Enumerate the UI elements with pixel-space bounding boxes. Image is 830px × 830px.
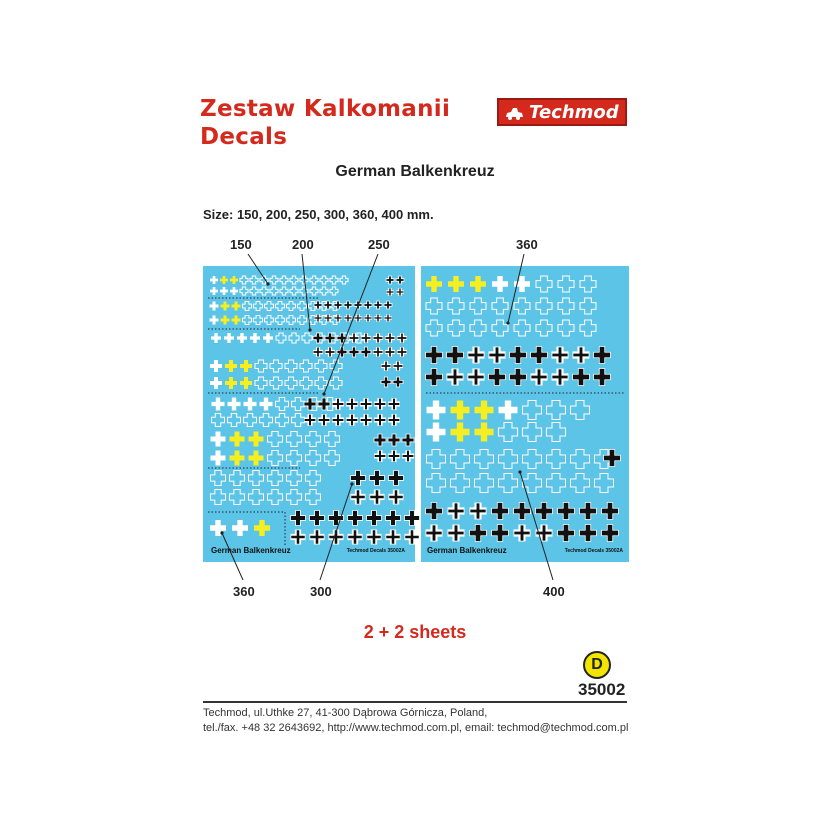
balkenkreuz-icon — [386, 288, 394, 296]
balkenkreuz-icon — [249, 471, 264, 486]
balkenkreuz-icon — [558, 503, 575, 520]
balkenkreuz-icon — [397, 333, 407, 343]
callout-150-top: 150 — [230, 237, 252, 252]
balkenkreuz-icon — [448, 525, 465, 542]
balkenkreuz-icon — [573, 347, 590, 364]
balkenkreuz-icon — [270, 287, 278, 295]
balkenkreuz-icon — [426, 320, 442, 336]
balkenkreuz-icon — [594, 369, 611, 386]
balkenkreuz-icon — [244, 398, 257, 411]
balkenkreuz-icon — [536, 525, 553, 542]
sheet-b-code: Techmod Decals 35002A — [564, 548, 623, 554]
balkenkreuz-icon — [334, 301, 342, 309]
leader-line — [320, 484, 352, 580]
balkenkreuz-icon — [290, 276, 298, 284]
balkenkreuz-icon — [451, 474, 470, 493]
balkenkreuz-icon — [470, 276, 486, 292]
balkenkreuz-icon — [240, 287, 248, 295]
balkenkreuz-icon — [306, 432, 321, 447]
balkenkreuz-icon — [602, 525, 619, 542]
balkenkreuz-icon — [230, 276, 238, 284]
balkenkreuz-icon — [304, 414, 316, 426]
balkenkreuz-icon — [310, 276, 318, 284]
balkenkreuz-icon — [254, 302, 263, 311]
balkenkreuz-icon — [232, 302, 241, 311]
balkenkreuz-icon — [492, 503, 509, 520]
balkenkreuz-icon — [240, 276, 248, 284]
balkenkreuz-icon — [470, 320, 486, 336]
balkenkreuz-icon — [291, 511, 306, 526]
balkenkreuz-icon — [370, 490, 385, 505]
leader-dot — [350, 482, 353, 485]
footer-address: Techmod, ul.Uthke 27, 41-300 Dąbrowa Górnicza, Poland, — [203, 707, 488, 719]
balkenkreuz-icon — [212, 414, 225, 427]
balkenkreuz-icon — [489, 369, 506, 386]
balkenkreuz-icon — [447, 369, 464, 386]
callout-200-top: 200 — [292, 237, 314, 252]
balkenkreuz-icon — [499, 401, 518, 420]
balkenkreuz-icon — [306, 471, 321, 486]
balkenkreuz-icon — [367, 530, 382, 545]
leader-dot — [518, 470, 521, 473]
balkenkreuz-icon — [220, 276, 228, 284]
balkenkreuz-icon — [405, 511, 420, 526]
balkenkreuz-icon — [292, 398, 305, 411]
balkenkreuz-icon — [302, 333, 312, 343]
balkenkreuz-icon — [386, 511, 401, 526]
balkenkreuz-icon — [552, 347, 569, 364]
balkenkreuz-icon — [211, 451, 226, 466]
sheets-count: 2 + 2 sheets — [363, 622, 467, 642]
balkenkreuz-icon — [451, 423, 470, 442]
balkenkreuz-icon — [514, 320, 530, 336]
balkenkreuz-icon — [536, 276, 552, 292]
balkenkreuz-icon — [514, 298, 530, 314]
balkenkreuz-icon — [210, 287, 218, 295]
sheet-b-name: German Balkenkreuz — [427, 546, 507, 555]
balkenkreuz-icon — [310, 530, 325, 545]
balkenkreuz-icon — [249, 432, 264, 447]
balkenkreuz-icon — [287, 316, 296, 325]
balkenkreuz-icon — [602, 503, 619, 520]
balkenkreuz-icon — [243, 316, 252, 325]
balkenkreuz-icon — [210, 302, 219, 311]
balkenkreuz-icon — [594, 347, 611, 364]
balkenkreuz-icon — [232, 520, 248, 536]
balkenkreuz-icon — [580, 525, 597, 542]
balkenkreuz-icon — [255, 377, 267, 389]
balkenkreuz-icon — [306, 490, 321, 505]
balkenkreuz-icon — [287, 471, 302, 486]
balkenkreuz-icon — [285, 377, 297, 389]
balkenkreuz-icon — [318, 414, 330, 426]
balkenkreuz-icon — [531, 369, 548, 386]
balkenkreuz-icon — [426, 525, 443, 542]
balkenkreuz-icon — [388, 398, 400, 410]
balkenkreuz-icon — [470, 298, 486, 314]
balkenkreuz-icon — [349, 347, 359, 357]
balkenkreuz-icon — [385, 333, 395, 343]
balkenkreuz-icon — [514, 276, 530, 292]
balkenkreuz-icon — [514, 525, 531, 542]
balkenkreuz-icon — [330, 276, 338, 284]
balkenkreuz-icon — [313, 347, 323, 357]
balkenkreuz-icon — [361, 333, 371, 343]
balkenkreuz-icon — [276, 302, 285, 311]
balkenkreuz-icon — [492, 298, 508, 314]
balkenkreuz-icon — [381, 377, 391, 387]
category-badge: D — [583, 651, 611, 679]
callout-360-bottom: 360 — [233, 584, 255, 599]
balkenkreuz-icon — [373, 347, 383, 357]
balkenkreuz-icon — [361, 347, 371, 357]
balkenkreuz-icon — [221, 302, 230, 311]
balkenkreuz-icon — [260, 398, 273, 411]
balkenkreuz-icon — [536, 298, 552, 314]
callout-400-bottom: 400 — [543, 584, 565, 599]
balkenkreuz-icon — [315, 377, 327, 389]
callout-360-top: 360 — [516, 237, 538, 252]
balkenkreuz-icon — [310, 287, 318, 295]
balkenkreuz-icon — [388, 434, 400, 446]
leader-line — [324, 254, 378, 394]
title-line-2: Decals — [200, 124, 288, 150]
balkenkreuz-icon — [254, 520, 270, 536]
balkenkreuz-icon — [276, 333, 286, 343]
balkenkreuz-icon — [211, 333, 221, 343]
balkenkreuz-icon — [344, 301, 352, 309]
balkenkreuz-icon — [580, 298, 596, 314]
footer-divider — [203, 701, 627, 703]
balkenkreuz-icon — [249, 490, 264, 505]
balkenkreuz-icon — [448, 503, 465, 520]
balkenkreuz-icon — [270, 360, 282, 372]
balkenkreuz-icon — [475, 450, 494, 469]
balkenkreuz-icon — [558, 298, 574, 314]
part-number: 35002 — [578, 680, 626, 699]
leader-dot — [266, 282, 269, 285]
balkenkreuz-icon — [384, 301, 392, 309]
balkenkreuz-icon — [210, 276, 218, 284]
balkenkreuz-icon — [374, 434, 386, 446]
balkenkreuz-icon — [348, 530, 363, 545]
balkenkreuz-icon — [268, 451, 283, 466]
callout-250-top: 250 — [368, 237, 390, 252]
balkenkreuz-icon — [397, 347, 407, 357]
balkenkreuz-icon — [364, 314, 372, 322]
balkenkreuz-icon — [348, 511, 363, 526]
balkenkreuz-icon — [300, 360, 312, 372]
balkenkreuz-icon — [523, 401, 542, 420]
balkenkreuz-icon — [360, 414, 372, 426]
balkenkreuz-icon — [300, 287, 308, 295]
balkenkreuz-icon — [210, 520, 226, 536]
balkenkreuz-icon — [426, 347, 443, 364]
balkenkreuz-icon — [571, 450, 590, 469]
balkenkreuz-icon — [230, 451, 245, 466]
balkenkreuz-icon — [385, 347, 395, 357]
balkenkreuz-icon — [243, 302, 252, 311]
balkenkreuz-icon — [552, 369, 569, 386]
balkenkreuz-icon — [547, 401, 566, 420]
balkenkreuz-icon — [249, 451, 264, 466]
balkenkreuz-icon — [280, 287, 288, 295]
balkenkreuz-icon — [225, 377, 237, 389]
balkenkreuz-icon — [514, 503, 531, 520]
balkenkreuz-icon — [580, 503, 597, 520]
balkenkreuz-icon — [220, 287, 228, 295]
product-subtitle: German Balkenkreuz — [335, 163, 495, 180]
balkenkreuz-icon — [298, 302, 307, 311]
balkenkreuz-icon — [468, 347, 485, 364]
balkenkreuz-icon — [523, 423, 542, 442]
leader-dot — [308, 328, 311, 331]
title-line-1: Zestaw Kalkomanii — [200, 96, 451, 122]
balkenkreuz-icon — [470, 503, 487, 520]
balkenkreuz-icon — [330, 377, 342, 389]
balkenkreuz-icon — [221, 316, 230, 325]
balkenkreuz-icon — [250, 287, 258, 295]
balkenkreuz-icon — [475, 401, 494, 420]
balkenkreuz-icon — [402, 450, 414, 462]
balkenkreuz-icon — [211, 471, 226, 486]
balkenkreuz-icon — [265, 316, 274, 325]
balkenkreuz-icon — [510, 347, 527, 364]
balkenkreuz-icon — [237, 333, 247, 343]
balkenkreuz-icon — [402, 434, 414, 446]
balkenkreuz-icon — [250, 276, 258, 284]
balkenkreuz-icon — [290, 287, 298, 295]
balkenkreuz-icon — [573, 369, 590, 386]
balkenkreuz-icon — [210, 360, 222, 372]
balkenkreuz-icon — [315, 360, 327, 372]
balkenkreuz-icon — [260, 287, 268, 295]
balkenkreuz-icon — [427, 423, 446, 442]
balkenkreuz-icon — [451, 450, 470, 469]
balkenkreuz-icon — [547, 474, 566, 493]
balkenkreuz-icon — [270, 276, 278, 284]
balkenkreuz-icon — [354, 314, 362, 322]
balkenkreuz-icon — [325, 347, 335, 357]
balkenkreuz-icon — [558, 525, 575, 542]
sheet-a-code: Techmod Decals 35002A — [346, 548, 405, 554]
balkenkreuz-icon — [349, 333, 359, 343]
balkenkreuz-icon — [240, 360, 252, 372]
balkenkreuz-icon — [291, 530, 306, 545]
balkenkreuz-icon — [230, 490, 245, 505]
balkenkreuz-icon — [405, 530, 420, 545]
balkenkreuz-icon — [510, 369, 527, 386]
balkenkreuz-icon — [325, 451, 340, 466]
balkenkreuz-icon — [370, 471, 385, 486]
balkenkreuz-icon — [558, 276, 574, 292]
balkenkreuz-icon — [447, 347, 464, 364]
balkenkreuz-icon — [320, 276, 328, 284]
balkenkreuz-icon — [389, 490, 404, 505]
balkenkreuz-icon — [427, 474, 446, 493]
balkenkreuz-icon — [268, 471, 283, 486]
balkenkreuz-icon — [270, 377, 282, 389]
balkenkreuz-icon — [386, 530, 401, 545]
balkenkreuz-icon — [313, 333, 323, 343]
balkenkreuz-icon — [426, 276, 442, 292]
balkenkreuz-icon — [536, 320, 552, 336]
balkenkreuz-icon — [393, 377, 403, 387]
balkenkreuz-icon — [230, 432, 245, 447]
balkenkreuz-icon — [310, 511, 325, 526]
balkenkreuz-icon — [351, 490, 366, 505]
balkenkreuz-icon — [276, 414, 289, 427]
balkenkreuz-icon — [210, 377, 222, 389]
balkenkreuz-icon — [571, 474, 590, 493]
balkenkreuz-icon — [386, 276, 394, 284]
balkenkreuz-icon — [475, 423, 494, 442]
balkenkreuz-icon — [260, 414, 273, 427]
balkenkreuz-icon — [427, 401, 446, 420]
balkenkreuz-icon — [287, 451, 302, 466]
balkenkreuz-icon — [344, 314, 352, 322]
balkenkreuz-icon — [287, 490, 302, 505]
balkenkreuz-icon — [285, 360, 297, 372]
balkenkreuz-icon — [388, 414, 400, 426]
balkenkreuz-icon — [604, 450, 621, 467]
balkenkreuz-icon — [489, 347, 506, 364]
balkenkreuz-icon — [426, 369, 443, 386]
balkenkreuz-icon — [448, 320, 464, 336]
balkenkreuz-icon — [232, 316, 241, 325]
balkenkreuz-icon — [210, 316, 219, 325]
balkenkreuz-icon — [374, 301, 382, 309]
balkenkreuz-icon — [225, 360, 237, 372]
balkenkreuz-icon — [396, 276, 404, 284]
balkenkreuz-icon — [230, 287, 238, 295]
balkenkreuz-icon — [306, 451, 321, 466]
balkenkreuz-icon — [228, 414, 241, 427]
balkenkreuz-icon — [330, 287, 338, 295]
balkenkreuz-icon — [332, 398, 344, 410]
balkenkreuz-icon — [230, 471, 245, 486]
balkenkreuz-icon — [492, 525, 509, 542]
callout-300-bottom: 300 — [310, 584, 332, 599]
balkenkreuz-icon — [580, 276, 596, 292]
balkenkreuz-icon — [289, 333, 299, 343]
balkenkreuz-icon — [254, 316, 263, 325]
balkenkreuz-icon — [499, 474, 518, 493]
balkenkreuz-icon — [268, 490, 283, 505]
logo-text: Techmod — [529, 101, 619, 123]
balkenkreuz-icon — [211, 490, 226, 505]
balkenkreuz-icon — [320, 287, 328, 295]
balkenkreuz-icon — [318, 398, 330, 410]
balkenkreuz-icon — [224, 333, 234, 343]
balkenkreuz-icon — [360, 398, 372, 410]
balkenkreuz-icon — [346, 398, 358, 410]
balkenkreuz-icon — [244, 414, 257, 427]
balkenkreuz-icon — [300, 377, 312, 389]
balkenkreuz-icon — [499, 423, 518, 442]
balkenkreuz-icon — [373, 333, 383, 343]
balkenkreuz-icon — [389, 471, 404, 486]
balkenkreuz-icon — [367, 511, 382, 526]
balkenkreuz-icon — [212, 398, 225, 411]
balkenkreuz-icon — [255, 360, 267, 372]
sheet-a-name: German Balkenkreuz — [211, 546, 291, 555]
balkenkreuz-icon — [448, 276, 464, 292]
balkenkreuz-icon — [298, 316, 307, 325]
balkenkreuz-icon — [427, 450, 446, 469]
balkenkreuz-icon — [547, 423, 566, 442]
balkenkreuz-icon — [374, 314, 382, 322]
balkenkreuz-icon — [329, 511, 344, 526]
balkenkreuz-icon — [364, 301, 372, 309]
balkenkreuz-icon — [571, 401, 590, 420]
balkenkreuz-icon — [531, 347, 548, 364]
balkenkreuz-icon — [325, 432, 340, 447]
balkenkreuz-icon — [276, 398, 289, 411]
balkenkreuz-icon — [332, 414, 344, 426]
leader-line — [222, 533, 243, 580]
balkenkreuz-icon — [287, 302, 296, 311]
balkenkreuz-icon — [558, 320, 574, 336]
footer-contact: tel./fax. +48 32 2643692, http://www.techmod.com.pl, email: techmod@techmod.com.pl — [203, 722, 629, 734]
balkenkreuz-icon — [292, 414, 305, 427]
balkenkreuz-icon — [374, 414, 386, 426]
balkenkreuz-icon — [595, 474, 614, 493]
balkenkreuz-icon — [228, 398, 241, 411]
sizes-text: Size: 150, 200, 250, 300, 360, 400 mm. — [203, 207, 434, 222]
balkenkreuz-icon — [396, 288, 404, 296]
leader-dot — [220, 531, 223, 534]
balkenkreuz-icon — [346, 414, 358, 426]
balkenkreuz-icon — [451, 401, 470, 420]
balkenkreuz-icon — [468, 369, 485, 386]
balkenkreuz-icon — [426, 298, 442, 314]
balkenkreuz-icon — [381, 361, 391, 371]
balkenkreuz-icon — [492, 276, 508, 292]
balkenkreuz-icon — [580, 320, 596, 336]
balkenkreuz-icon — [340, 276, 348, 284]
balkenkreuz-icon — [263, 333, 273, 343]
balkenkreuz-icon — [492, 320, 508, 336]
balkenkreuz-icon — [499, 450, 518, 469]
balkenkreuz-icon — [448, 298, 464, 314]
balkenkreuz-icon — [280, 276, 288, 284]
balkenkreuz-icon — [470, 525, 487, 542]
balkenkreuz-icon — [536, 503, 553, 520]
leader-dot — [506, 321, 509, 324]
balkenkreuz-icon — [393, 361, 403, 371]
balkenkreuz-icon — [388, 450, 400, 462]
balkenkreuz-icon — [325, 333, 335, 343]
balkenkreuz-icon — [426, 503, 443, 520]
balkenkreuz-icon — [304, 398, 316, 410]
balkenkreuz-icon — [374, 398, 386, 410]
balkenkreuz-icon — [523, 450, 542, 469]
balkenkreuz-icon — [211, 432, 226, 447]
balkenkreuz-icon — [374, 450, 386, 462]
balkenkreuz-icon — [240, 377, 252, 389]
balkenkreuz-icon — [265, 302, 274, 311]
balkenkreuz-icon — [287, 432, 302, 447]
balkenkreuz-icon — [384, 314, 392, 322]
balkenkreuz-icon — [475, 474, 494, 493]
balkenkreuz-icon — [268, 432, 283, 447]
balkenkreuz-icon — [250, 333, 260, 343]
balkenkreuz-icon — [547, 450, 566, 469]
leader-dot — [322, 392, 325, 395]
balkenkreuz-icon — [276, 316, 285, 325]
